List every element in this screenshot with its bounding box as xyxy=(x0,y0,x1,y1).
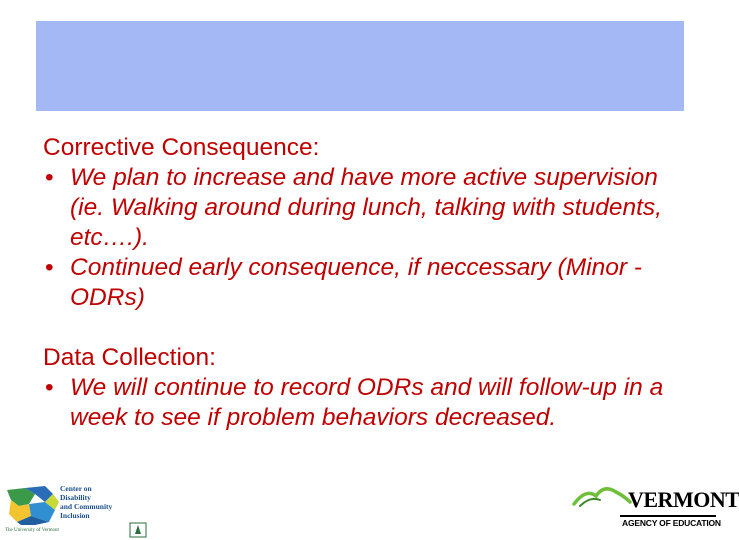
bullet-list xyxy=(43,373,683,433)
bullet-item: • We will continue to record ODRs and will follow-up in a week to see if problem behaviors decreased. xyxy=(43,373,683,433)
section-data-collection xyxy=(43,343,683,433)
section-heading: Data Collection: xyxy=(43,344,216,371)
vermont-map-icon xyxy=(5,484,61,526)
mountain-icon xyxy=(572,482,632,508)
bullet-item: • Continued early consequence, if neccessary (Minor -ODRs) xyxy=(43,253,683,313)
bullet-list xyxy=(43,163,683,313)
section-corrective-consequence xyxy=(43,133,683,313)
bullet-item: • We plan to increase and have more active supervision (ie. Walking around during lunch, talking with students, etc….). xyxy=(43,163,683,253)
agency-name: AGENCY OF EDUCATION xyxy=(622,518,721,528)
vermont-aoe-logo xyxy=(572,480,739,536)
title-bar xyxy=(36,21,684,111)
uvm-seal-icon xyxy=(129,522,147,538)
section-heading: Corrective Consequence: xyxy=(43,134,320,161)
cdci-logo xyxy=(5,470,155,538)
slide-content xyxy=(43,133,683,433)
vermont-wordmark: VERMONT xyxy=(628,487,739,512)
university-name: The University of Vermont xyxy=(5,528,59,533)
logo-divider xyxy=(620,515,716,517)
cdci-wordmark: Center on Disability and Community Inclusion xyxy=(60,484,113,520)
